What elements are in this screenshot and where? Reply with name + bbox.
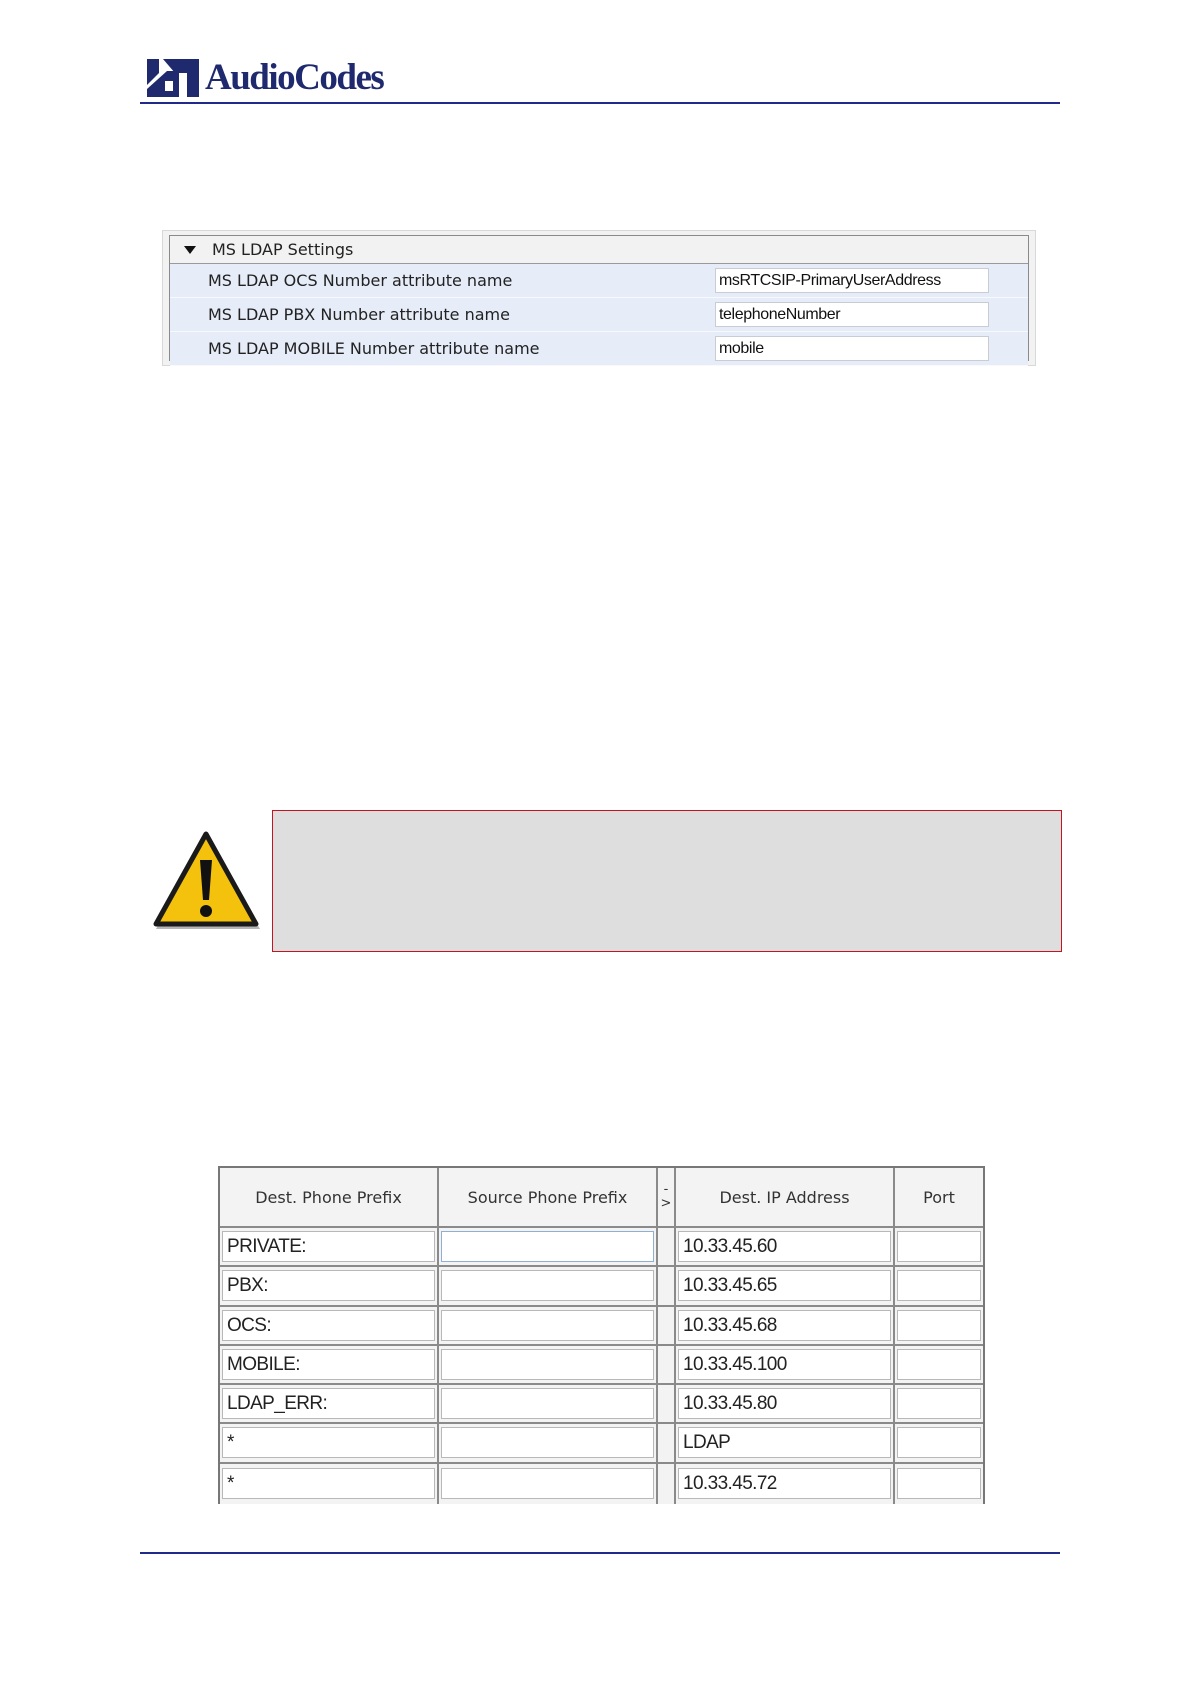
column-header-arrow: - > (658, 1168, 676, 1228)
column-header-source-prefix: Source Phone Prefix (439, 1168, 658, 1228)
routing-table (218, 1166, 985, 1504)
ms-ldap-settings-header[interactable] (170, 236, 1028, 264)
source-prefix-input[interactable] (441, 1388, 654, 1419)
arrow-cell (658, 1464, 676, 1504)
port-input[interactable] (897, 1349, 981, 1380)
column-header-port: Port (895, 1168, 983, 1228)
ms-ldap-settings-group (169, 235, 1029, 361)
arrow-cell (658, 1385, 676, 1424)
source-prefix-input[interactable] (441, 1468, 654, 1499)
source-prefix-input[interactable] (441, 1270, 654, 1301)
dest-ip-input[interactable]: 10.33.45.68 (678, 1310, 891, 1341)
ldap-mobile-input[interactable]: mobile (715, 336, 989, 361)
dest-ip-input[interactable]: LDAP (678, 1427, 891, 1458)
header-rule (140, 102, 1060, 104)
dest-ip-input[interactable]: 10.33.45.72 (678, 1468, 891, 1499)
column-header-dest-ip: Dest. IP Address (676, 1168, 895, 1228)
footer-rule (140, 1552, 1060, 1554)
warning-note-box (272, 810, 1062, 952)
port-input[interactable] (897, 1310, 981, 1341)
dest-ip-input[interactable]: 10.33.45.100 (678, 1349, 891, 1380)
routing-table-header (220, 1168, 983, 1228)
port-input[interactable] (897, 1427, 981, 1458)
section-title: MS LDAP Settings (212, 240, 354, 259)
table-row (220, 1307, 983, 1346)
logo-text: AudioCodes (205, 57, 384, 98)
audiocodes-logo-icon (145, 57, 201, 99)
dest-prefix-input[interactable]: * (222, 1427, 435, 1458)
ldap-mobile-row (170, 332, 1028, 366)
port-input[interactable] (897, 1231, 981, 1262)
ldap-ocs-input[interactable]: msRTCSIP-PrimaryUserAddress (715, 268, 989, 293)
dest-prefix-input[interactable]: LDAP_ERR: (222, 1388, 435, 1419)
ldap-pbx-row (170, 298, 1028, 332)
table-row (220, 1267, 983, 1306)
dest-prefix-input[interactable]: * (222, 1468, 435, 1499)
ldap-pbx-label: MS LDAP PBX Number attribute name (208, 305, 510, 324)
ldap-ocs-label: MS LDAP OCS Number attribute name (208, 271, 513, 290)
ms-ldap-settings-panel (162, 230, 1036, 366)
dest-ip-input[interactable]: 10.33.45.60 (678, 1231, 891, 1262)
dest-ip-input[interactable]: 10.33.45.65 (678, 1270, 891, 1301)
dest-prefix-input[interactable]: PBX: (222, 1270, 435, 1301)
arrow-cell (658, 1228, 676, 1267)
source-prefix-input[interactable] (441, 1231, 654, 1262)
dest-prefix-input[interactable]: OCS: (222, 1310, 435, 1341)
port-input[interactable] (897, 1468, 981, 1499)
dest-prefix-input[interactable]: PRIVATE: (222, 1231, 435, 1262)
port-input[interactable] (897, 1388, 981, 1419)
table-row (220, 1346, 983, 1385)
ldap-mobile-label: MS LDAP MOBILE Number attribute name (208, 339, 540, 358)
arrow-cell (658, 1424, 676, 1463)
warning-triangle-icon (150, 830, 262, 930)
source-prefix-input[interactable] (441, 1310, 654, 1341)
ldap-pbx-input[interactable]: telephoneNumber (715, 302, 989, 327)
table-row (220, 1424, 983, 1463)
dest-ip-input[interactable]: 10.33.45.80 (678, 1388, 891, 1419)
table-row (220, 1464, 983, 1504)
table-row (220, 1228, 983, 1267)
table-row (220, 1385, 983, 1424)
arrow-cell (658, 1307, 676, 1346)
arrow-cell (658, 1267, 676, 1306)
dest-prefix-input[interactable]: MOBILE: (222, 1349, 435, 1380)
source-prefix-input[interactable] (441, 1427, 654, 1458)
column-header-dest-prefix: Dest. Phone Prefix (220, 1168, 439, 1228)
collapse-triangle-icon[interactable] (184, 246, 196, 254)
ldap-ocs-row (170, 264, 1028, 298)
audiocodes-logo (145, 56, 383, 100)
arrow-cell (658, 1346, 676, 1385)
port-input[interactable] (897, 1270, 981, 1301)
source-prefix-input[interactable] (441, 1349, 654, 1380)
